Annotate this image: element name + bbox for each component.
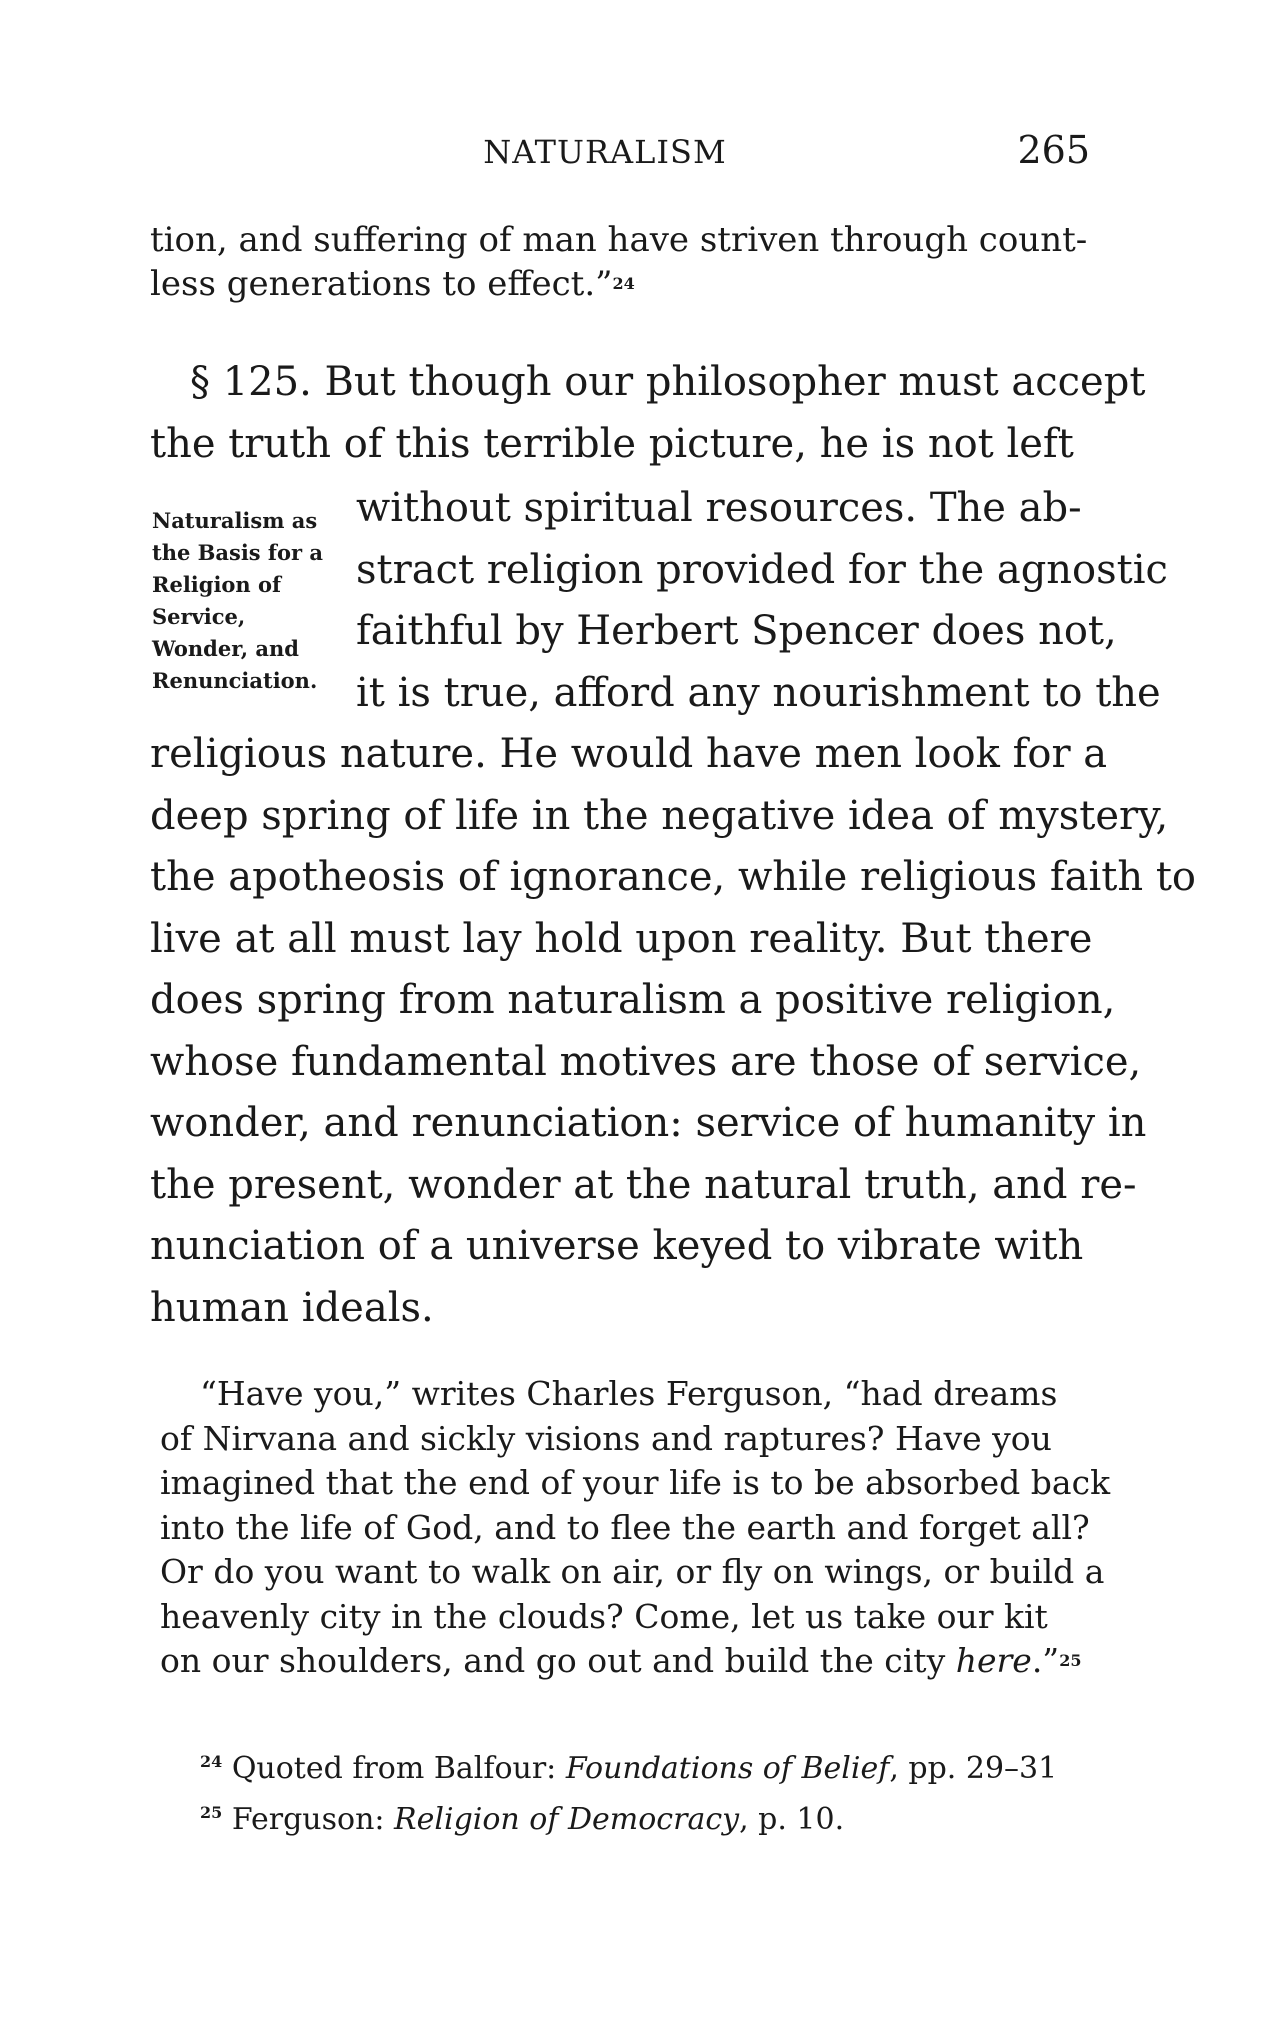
running-title: NATURALISM [483, 133, 727, 171]
text-line: nunciation of a universe keyed to vibrate with [150, 1223, 1084, 1269]
text-line: without spiritual resources. The ab- [356, 485, 1082, 531]
text-line: heavenly city in the clouds? Come, let us take our kit [160, 1596, 1048, 1636]
text-line: human ideals. [150, 1284, 434, 1331]
marginal-line: Renunciation. [152, 668, 318, 693]
text-line: the apotheosis of ignorance, while religious faith to [150, 854, 1196, 900]
text-line: stract religion provided for the agnostic [356, 546, 1168, 593]
marginal-line: Service, [152, 604, 246, 629]
text-line: it is true, afford any nourishment to the [356, 669, 1161, 716]
emphasis: here [955, 1641, 1032, 1680]
running-header [0, 128, 1280, 178]
text-line: of Nirvana and sickly visions and raptures? Have you [160, 1418, 1052, 1458]
text-line: § 125. But though our philosopher must accept [190, 359, 1146, 405]
footnote-ref: 25 [1059, 1651, 1082, 1670]
text-line: faithful by Herbert Spencer does not, [356, 608, 1117, 654]
marginal-note [152, 505, 352, 697]
section-paragraph-rest [150, 724, 1196, 1339]
text-line: does spring from naturalism a positive religion, [150, 977, 1116, 1023]
text-fragment: .” [1031, 1641, 1060, 1680]
continued-text [150, 218, 1100, 306]
text-line: religious nature. He would have men look for a [150, 731, 1108, 777]
text-line: tion, and suffering of man have striven through count- [150, 220, 1088, 260]
footnote-ref: 24 [612, 274, 635, 293]
text-line: “Have you,” writes Charles Ferguson, “had dreams [200, 1374, 1058, 1413]
text-line: imagined that the end of your life is to be absorbed back [160, 1463, 1111, 1502]
footnote [200, 1740, 1150, 1791]
text-line: wonder, and renunciation: service of humanity in [150, 1100, 1147, 1146]
block-quote [160, 1372, 1111, 1684]
footnote [200, 1791, 1150, 1842]
text-line: Or do you want to walk on air, or fly on wings, or build a [160, 1552, 1105, 1591]
marginal-line: Religion of [152, 572, 282, 597]
footnote-text: Quoted from Balfour: [231, 1751, 566, 1786]
footnote-pages: , p. 10. [739, 1802, 845, 1837]
text-line: whose fundamental motives are those of service, [150, 1038, 1142, 1085]
footnote-title: Religion of Democracy [394, 1802, 740, 1837]
text-line: live at all must lay hold upon reality. But there [150, 915, 1093, 962]
section-paragraph-start [150, 352, 1146, 475]
footnote-title: Foundations of Belief [565, 1751, 890, 1786]
paragraph-beside-marginal [356, 478, 1168, 724]
marginal-line: the Basis for a [152, 540, 323, 565]
footnote-text: Ferguson: [231, 1802, 395, 1837]
text-line: the truth of this terrible picture, he is not left [150, 420, 1074, 467]
page-number: 265 [1017, 128, 1090, 172]
text-line: less generations to effect.” [150, 264, 613, 304]
footnotes [200, 1740, 1150, 1842]
marginal-line: Wonder, and [152, 636, 299, 661]
text-line: the present, wonder at the natural truth, and re- [150, 1161, 1137, 1208]
footnote-number: 24 [200, 1752, 223, 1771]
text-line: into the life of God, and to flee the earth and forget all? [160, 1507, 1090, 1547]
text-line: deep spring of life in the negative idea of mystery, [150, 792, 1169, 839]
marginal-line: Naturalism as [152, 508, 318, 533]
text-line: on our shoulders, and go out and build the city [160, 1641, 956, 1680]
footnote-number: 25 [200, 1803, 223, 1822]
footnote-pages: , pp. 29–31 [889, 1751, 1058, 1786]
